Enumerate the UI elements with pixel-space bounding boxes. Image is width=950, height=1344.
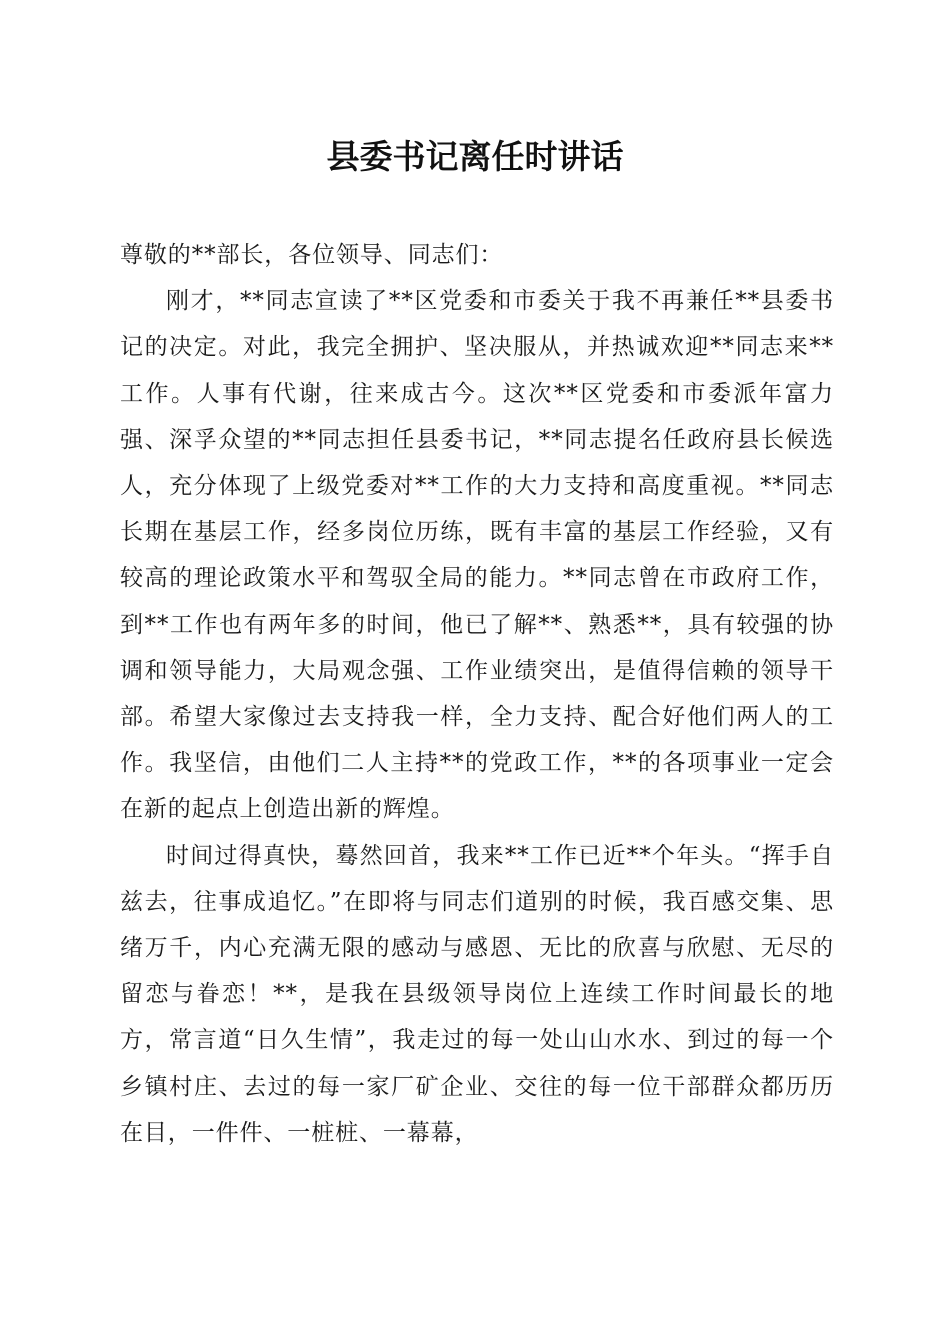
paragraph-2: 时间过得真快，蓦然回首，我来**工作已近**个年头。“挥手自兹去，往事成追忆。”在即将与同志们道别的时候，我百感交集、思绪万千，内心充满无限的感动与感恩、无比的欣喜与欣慰、无尽的留恋与眷恋！**，是我在县级领导岗位上连续工作时间最长的地方，常言道“日久生情”，我走过的每一处山山水水、到过的每一个乡镇村庄、去过的每一家厂矿企业、交往的每一位干部群众都历历在目，一件件、一桩桩、一幕幕， <box>120 842 834 1146</box>
document-title: 县委书记离任时讲话 <box>326 137 624 176</box>
paragraph-1: 刚才，**同志宣读了**区党委和市委关于我不再兼任**县委书记的决定。对此，我完全拥护、坚决服从，并热诚欢迎**同志来**工作。人事有代谢，往来成古今。这次**区党委和市委派年富力强、深孚众望的**同志担任县委书记，**同志提名任政府县长候选人，充分体现了上级党委对**工作的大力支持和高度重视。**同志长期在基层工作，经多岗位历练，既有丰富的基层工作经验，又有较高的理论政策水平和驾驭全局的能力。**同志曾在市政府工作，到**工作也有两年多的时间，他已了解**、熟悉**，具有较强的协调和领导能力，大局观念强、工作业绩突出，是值得信赖的领导干部。希望大家像过去支持我一样，全力支持、配合好他们两人的工作。我坚信，由他们二人主持**的党政工作，**的各项事业一定会在新的起点上创造出新的辉煌。 <box>120 288 834 823</box>
salutation: 尊敬的**部长，各位领导、同志们： <box>120 242 504 268</box>
document-body <box>120 232 834 1156</box>
